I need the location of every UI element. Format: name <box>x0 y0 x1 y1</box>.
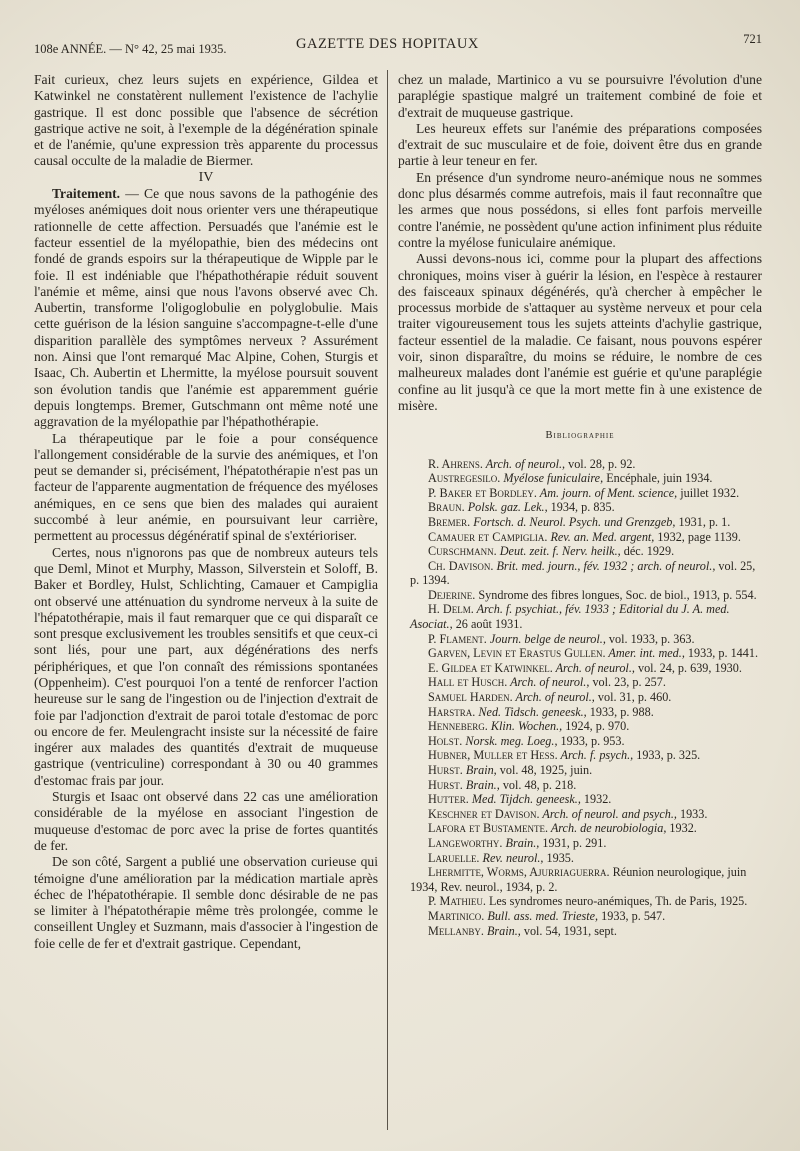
ref-journal: Journ. belge de neurol., <box>486 631 606 646</box>
bibliography-entry <box>398 763 762 778</box>
bibliography-entry <box>398 705 762 720</box>
ref-journal: Am. journ. of Ment. science, <box>536 485 678 500</box>
ref-journal: Myélose funiculaire, <box>500 471 604 486</box>
ref-journal: Rev. an. Med. argent, <box>547 529 655 544</box>
ref-journal: Rev. neurol., <box>479 850 544 865</box>
ref-journal: Amer. int. med., <box>605 646 685 661</box>
ref-author: P. Mathieu. <box>428 894 486 909</box>
bibliography-entry <box>398 559 762 588</box>
bibliography-entry <box>398 690 762 705</box>
bibliography-entry <box>398 588 762 603</box>
ref-journal: Brit. med. journ., fév. 1932 ; arch. of neurol., <box>493 558 716 573</box>
bibliography-entry <box>398 792 762 807</box>
ref-details: Réunion neurologique, juin 1934, Rev. neurol., 1934, p. 2. <box>410 865 747 894</box>
paragraph: Certes, nous n'ignorons pas que de nombreux auteurs tels que Deml, Minot et Murphy, Masson, Silverstein et Soloff, B. Baker et Bordley, Hulst, Schlichting, Camauer et Campiglia ont observé une atténuation du syndrome nerveux à la suite de l'hépatothérapie, mais il faut remarquer que ce qui disparaît ce sont presque exclusivement les troubles sensitifs et que ceux-ci sont liés, pour une part, aux dégénérations des nerfs périphériques, et que l'on connaît des rémissions spontanées (Oppenheim). C'est pourquoi l'on a tenté de renforcer l'action heureuse sur le sang de l'ingestion ou de l'injection d'extrait de foie par l'adjonction d'extrait de paroi totale d'estomac de porc ou encore de fer. Meulengracht insiste sur la nécessité de faire ingérer aux malades des quantités d'extrait de muqueuse gastrique (ventriculine) correspondant à 30 ou 40 grammes d'estomac frais par jour. <box>34 544 378 788</box>
ref-journal: Arch. f. psych., <box>557 748 634 763</box>
paragraph: chez un malade, Martinico a vu se poursuivre l'évolution d'une paraplégie spastique malgré un traitement combiné de foie et d'extrait de muqueuse gastrique. <box>398 72 762 120</box>
ref-details: 1935. <box>543 850 574 865</box>
ref-details: Syndrome des fibres longues, Soc. de biol., 1913, p. 554. <box>475 587 757 602</box>
section-lead: Traitement. <box>52 186 121 202</box>
paragraph <box>34 186 378 430</box>
ref-author: Holst. <box>428 733 463 748</box>
ref-details: juillet 1932. <box>677 485 740 500</box>
ref-journal: Brain, <box>462 763 497 777</box>
paragraph: De son côté, Sargent a publié une observation curieuse qui témoigne d'une amélioration par la médication martiale après échec de l'hépatothérapie. Il semble donc désirable de ne pas se limiter à l'hépatothérapie même très prolongée, comme le conseillent Ungley et Suzmann, mais d'associer à l'ingestion de foie celle de fer et d'extrait gastrique. Cependant, <box>34 854 378 951</box>
bibliography-entry <box>398 719 762 734</box>
ref-journal: Deut. zeit. f. Nerv. heilk., <box>496 544 621 559</box>
ref-author: Hubner, Muller et Hess. <box>428 748 558 763</box>
ref-author: Mellanby. <box>428 923 484 938</box>
ref-author: Lafora et Bustamente. <box>428 821 548 836</box>
ref-journal: Brain., <box>502 835 540 850</box>
bibliography-heading: Bibliographie <box>545 430 615 442</box>
ref-journal: Fortsch. d. Neurol. Psych. und Grenzgeb, <box>470 514 676 529</box>
ref-journal: Ned. Tidsch. geneesk., <box>475 704 587 719</box>
paragraph: Fait curieux, chez leurs sujets en expérience, Gildea et Katwinkel ne constatèrent nullement l'existence de l'achylie gastrique. Il est donc possible que l'absence de sécrétion gastrique active ne soit, à l'exemple de la dégénération spinale et de l'anémie, qu'une expression très apparente du processus causal occulte de la maladie de Biermer. <box>34 72 378 169</box>
ref-author: Bremer. <box>428 514 471 529</box>
ref-author: P. Baker et Bordley. <box>428 485 537 500</box>
bibliography-entry <box>398 778 762 793</box>
ref-details: 1924, p. 970. <box>562 719 630 734</box>
ref-details: 1932. <box>666 821 697 836</box>
ref-details: 1933. <box>676 806 708 821</box>
ref-author: Dejerine. <box>428 587 476 602</box>
ref-details: vol. 23, p. 257. <box>589 675 666 690</box>
paragraph: La thérapeutique par le foie a pour conséquence l'allongement considérable de la survie des anémiques, et l'on peut se demander si, précisément, l'hépatothérapie n'est pas un facteur de l'apparente augmentation de fréquence des myéloses anémiques, en ce sens que bien des malades qui auraient succombé à leur anémie, en poursuivant leur carrière, permettent au processus dégénératif spinal de s'extérioriser. <box>34 430 378 544</box>
bibliography-entry <box>398 865 762 894</box>
ref-author: E. Gildea et Katwinkel. <box>428 660 553 675</box>
bibliography-entry <box>398 530 762 545</box>
ref-details: vol. 54, 1931, sept. <box>520 923 617 938</box>
ref-author: Harstra. <box>428 704 476 719</box>
ref-author: P. Flament. <box>428 631 487 646</box>
ref-author: Hurst. <box>428 777 463 792</box>
ref-author: H. Delm. <box>428 602 474 617</box>
ref-author: Keschner et Davison. <box>428 806 540 821</box>
ref-details: 1931, p. 291. <box>539 835 607 850</box>
bibliography-entry <box>398 909 762 924</box>
ref-details: 1933, p. 1441. <box>684 646 758 661</box>
ref-author: Samuel Harden. <box>428 690 513 705</box>
ref-details: 1932. <box>580 792 612 807</box>
ref-journal: Arch. f. psychiat., fév. 1933 ; Editorial du J. A. med. Asociat., <box>410 602 730 632</box>
ref-journal: Bull. ass. med. Trieste, <box>484 908 599 923</box>
journal-title: GAZETTE DES HOPITAUX <box>296 36 479 52</box>
ref-details: vol. 28, p. 92. <box>565 456 636 471</box>
ref-author: Henneberg. <box>428 719 488 734</box>
section-number: IV <box>198 169 214 185</box>
edition-line: 108e ANNÉE. — N° 42, 25 mai 1935. <box>34 42 227 56</box>
ref-journal: Arch. of neurol., <box>512 690 595 705</box>
ref-author: Austregesilo. <box>428 471 501 486</box>
ref-journal: Polsk. gaz. Lek., <box>464 500 548 515</box>
ref-details: 1932, page 1139. <box>654 529 741 544</box>
bibliography-entry <box>398 836 762 851</box>
bibliography-entry <box>398 924 762 939</box>
bibliography-entry <box>398 675 762 690</box>
ref-author: Curschmann. <box>428 544 497 559</box>
ref-details: vol. 48, p. 218. <box>499 777 577 792</box>
paragraph: Aussi devons-nous ici, comme pour la plupart des affections chroniques, moins viser à guérir la lésion, en l'espèce à restaurer des faisceaux spinaux dégénérés, qu'à chercher à empêcher le processus morbide de s'attaquer au système nerveux et pour cela traiter vigoureusement tous les sujets atteints d'achylie gastrique, facteur essentiel de la maladie. Ce faisant, nous pouvons espérer voir, sinon disparaître, du moins se réduire, le nombre de ces malheureux malades dont l'anémie est guérie et qu'une paraplégie confine au lit jusqu'à ce que la mort mette fin à une existence de misère. <box>398 251 762 413</box>
ref-author: R. Ahrens. <box>428 456 483 471</box>
ref-details: 1933, p. 953. <box>557 733 625 748</box>
bibliography-entry <box>398 515 762 530</box>
left-column <box>34 72 378 952</box>
ref-journal: Norsk. meg. Loeg., <box>462 733 558 748</box>
bibliography-entry <box>398 821 762 836</box>
ref-journal: Arch. of neurol., <box>552 660 635 675</box>
ref-details: 1933, p. 547. <box>598 908 666 923</box>
ref-journal: Brain., <box>462 777 500 792</box>
page-header <box>34 32 766 54</box>
ref-details: Encéphale, juin 1934. <box>603 471 713 486</box>
bibliography-entry <box>398 661 762 676</box>
ref-author: Hall et Husch. <box>428 675 508 690</box>
ref-details: 1934, p. 835. <box>547 500 615 515</box>
paragraph-text: — Ce que nous savons de la pathogénie des myéloses anémiques doit nous orienter vers une thérapeutique rationnelle de cette affection. Persuadés que l'anémie est le facteur essentiel de la myélopathie, bien des médecins ont fondé de grands espoirs sur la thérapeutique de Wipple par le foie. Il est indéniable que l'hépathothérapie réduit souvent l'anémie et même, ainsi que nous l'avons observé avec Ch. Aubertin, transforme l'oligoglobulie en polyglobulie. Mais cette guérison de la lésion sanguine s'accompagne-t-elle d'une disparition parallèle des symptômes nerveux ? Assurément non. Ainsi que l'ont remarqué Mac Alpine, Cohen, Sturgis et Isaac, Ch. Aubertin et Lhermitte, la myélose poursuit souvent son évolution tandis que l'anémie est apparemment guérie depuis longtemps. Bremer, Gutschmann ont même noté une aggravation de la myélopathie par l'hépathothérapie. <box>34 186 378 430</box>
ref-details: vol. 48, 1925, juin. <box>496 763 593 777</box>
bibliography-entry <box>398 500 762 515</box>
ref-author: Hurst. <box>428 763 463 777</box>
bibliography-entry <box>398 807 762 822</box>
ref-details: 1931, p. 1. <box>675 514 731 529</box>
ref-details: Les syndromes neuro-anémiques, Th. de Paris, 1925. <box>485 894 748 909</box>
ref-author: Lhermitte, Worms, Ajurriaguerra. <box>428 865 610 880</box>
bibliography-entry <box>398 486 762 501</box>
ref-author: Garven, Levin et Erastus Gullen. <box>428 646 606 661</box>
bibliography-entry <box>398 471 762 486</box>
ref-details: vol. 24, p. 639, 1930. <box>634 660 742 675</box>
paragraph: En présence d'un syndrome neuro-anémique nous ne sommes donc plus désarmés comme autrefois, mais il faut reconnaître que les armes que nous possédons, si elles font parfois merveille contre l'anémie, ne possèdent qu'une action infiniment plus réduite contre la myélose funiculaire anémique. <box>398 169 762 250</box>
ref-details: vol. 31, p. 460. <box>594 690 672 705</box>
ref-author: Hutter. <box>428 792 469 807</box>
ref-details: 26 août 1931. <box>452 617 523 632</box>
bibliography-entry <box>398 602 762 631</box>
bibliography-entry <box>398 632 762 647</box>
ref-journal: Med. Tijdch. geneesk., <box>468 792 581 807</box>
ref-author: Braun. <box>428 500 465 515</box>
right-column <box>398 72 762 938</box>
ref-author: Martinico. <box>428 908 485 923</box>
paragraph: Sturgis et Isaac ont observé dans 22 cas une amélioration considérable de la myélose en associant l'ingestion de muqueuse d'estomac de porc avec la prise de fortes quantités de fer. <box>34 789 378 853</box>
ref-journal: Klin. Wochen., <box>487 719 563 734</box>
ref-journal: Arch. of neurol., <box>507 675 590 690</box>
bibliography-entry <box>398 851 762 866</box>
bibliography-entry <box>398 894 762 909</box>
ref-author: Camauer et Campiglia. <box>428 529 548 544</box>
page-number: 721 <box>743 32 762 46</box>
ref-journal: Brain., <box>483 923 521 938</box>
bibliography-entry <box>398 544 762 559</box>
bibliography-entry <box>398 457 762 472</box>
bibliography-entry <box>398 734 762 749</box>
ref-details: 1933, p. 988. <box>586 704 654 719</box>
ref-journal: Arch. of neurol., <box>482 456 566 471</box>
bibliography-list <box>398 457 762 939</box>
ref-journal: Arch. de neurobiologia, <box>548 821 667 836</box>
bibliography-entry <box>398 748 762 763</box>
ref-journal: Arch. of neurol. and psych., <box>539 806 677 821</box>
ref-details: vol. 1933, p. 363. <box>605 631 695 646</box>
ref-details: vol. 25, p. 1394. <box>410 558 756 588</box>
paragraph: Les heureux effets sur l'anémie des préparations composées d'extrait de suc musculaire et de foie, doivent être dus en grande partie à leur teneur en fer. <box>398 120 762 169</box>
column-divider <box>387 70 388 1130</box>
ref-details: 1933, p. 325. <box>633 748 701 763</box>
bibliography-entry <box>398 646 762 661</box>
ref-author: Ch. Davison. <box>428 558 494 573</box>
ref-details: déc. 1929. <box>620 544 675 559</box>
ref-author: Laruelle. <box>428 850 480 865</box>
ref-author: Langeworthy. <box>428 835 503 850</box>
